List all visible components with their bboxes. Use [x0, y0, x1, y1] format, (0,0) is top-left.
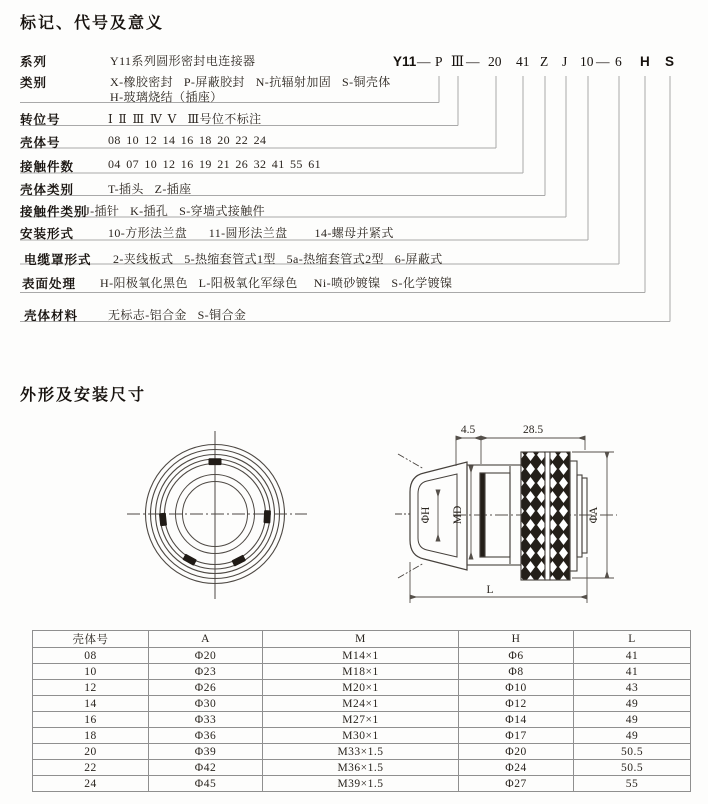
code-segment: 20 — [488, 54, 502, 69]
marking-row-label: 壳体材料 — [24, 309, 79, 323]
table-cell: 49 — [574, 728, 691, 744]
dimension-lines — [410, 436, 614, 603]
table-row — [33, 728, 691, 744]
table-cell: Φ42 — [149, 760, 263, 776]
code-segment: Y11 — [393, 54, 417, 69]
table-row — [33, 760, 691, 776]
spacer-ring — [545, 452, 550, 580]
marking-row-label: 接触件数 — [20, 160, 75, 174]
table-cell: Φ8 — [459, 664, 574, 680]
table-cell: 10 — [33, 664, 149, 680]
table-header-cell: A — [149, 631, 263, 648]
table-cell: Φ33 — [149, 712, 263, 728]
table-cell: 50.5 — [574, 744, 691, 760]
table-row — [33, 648, 691, 664]
table-cell: Φ6 — [459, 648, 574, 664]
table-cell: Φ23 — [149, 664, 263, 680]
dim-label-phi-a: ΦA — [588, 506, 600, 524]
table-cell: M33×1.5 — [263, 744, 459, 760]
marking-row-label: 壳体类别 — [20, 183, 75, 197]
table-cell: M14×1 — [263, 648, 459, 664]
table-cell: M36×1.5 — [263, 760, 459, 776]
marking-row-value: 无标志-铝合金 S-铜合金 — [108, 308, 247, 322]
marking-row-value: T-插头 Z-插座 — [108, 182, 192, 196]
table-cell: M30×1 — [263, 728, 459, 744]
table-cell: Φ27 — [459, 776, 574, 792]
table-cell: M18×1 — [263, 664, 459, 680]
marking-row-value: 2-夹线板式 5-热缩套管式1型 5a-热缩套管式2型 6-屏蔽式 — [113, 252, 443, 266]
code-segment: — — [466, 54, 480, 69]
marking-row-value: H-阳极氧化黑色 L-阳极氧化军绿色 Ni-喷砂镀镍 S-化学镀镍 — [100, 276, 453, 290]
table-cell: M24×1 — [263, 696, 459, 712]
table-cell: 20 — [33, 744, 149, 760]
connector-side-view-drawing — [393, 420, 628, 612]
code-segment: J — [562, 54, 568, 69]
marking-row-value: J-插针 K-插孔 S-穿墙式接触件 — [85, 204, 265, 218]
table-cell: Φ10 — [459, 680, 574, 696]
marking-row-label: 转位号 — [20, 113, 61, 127]
table-cell: Φ24 — [459, 760, 574, 776]
table-row — [33, 680, 691, 696]
marking-row-value-2: H-玻璃烧结（插座） — [110, 90, 223, 104]
table-cell: Φ39 — [149, 744, 263, 760]
code-segment: — — [417, 54, 431, 69]
table-header-cell: M — [263, 631, 459, 648]
connector-front-view-drawing — [123, 423, 313, 607]
table-cell: Φ36 — [149, 728, 263, 744]
marking-leader-lines — [0, 0, 708, 345]
table-cell: 18 — [33, 728, 149, 744]
code-segment: 10 — [580, 54, 594, 69]
table-cell: 14 — [33, 696, 149, 712]
table-cell: M39×1.5 — [263, 776, 459, 792]
table-header-cell: H — [459, 631, 574, 648]
table-cell: M20×1 — [263, 680, 459, 696]
table-cell: 16 — [33, 712, 149, 728]
table-header-row — [33, 631, 691, 648]
dim-label-28-5: 28.5 — [522, 424, 544, 436]
table-cell: 08 — [33, 648, 149, 664]
table-cell: 49 — [574, 712, 691, 728]
marking-row-label: 类别 — [20, 76, 48, 90]
marking-row-label: 壳体号 — [20, 136, 61, 150]
marking-row-value: Ⅰ Ⅱ Ⅲ Ⅳ Ⅴ Ⅲ号位不标注 — [108, 112, 262, 126]
table-cell: 41 — [574, 648, 691, 664]
table-header-cell: 壳体号 — [33, 631, 149, 648]
code-segment: — — [596, 54, 610, 69]
code-segment: 41 — [516, 54, 530, 69]
dimension-table — [32, 630, 691, 792]
marking-row-label: 系列 — [20, 55, 48, 69]
table-header-cell: L — [574, 631, 691, 648]
cable-bend-line-top — [398, 454, 424, 469]
marking-row-value: X-橡胶密封 P-屏蔽胶封 N-抗辐射加固 S-铜壳体 — [110, 75, 391, 89]
cable-bend-line-bottom — [398, 563, 424, 578]
marking-section-title: 标记、代号及意义 — [20, 15, 165, 32]
code-segment: P — [435, 54, 443, 69]
table-cell: Φ12 — [459, 696, 574, 712]
dim-label-md: MD — [452, 505, 464, 525]
marking-row-label: 安装形式 — [20, 227, 75, 241]
table-cell: 22 — [33, 760, 149, 776]
table-cell: Φ45 — [149, 776, 263, 792]
code-segment: H — [640, 54, 650, 69]
dim-label-phi-h: ΦH — [420, 506, 432, 524]
outline-section-title: 外形及安装尺寸 — [20, 387, 147, 404]
table-cell: Φ26 — [149, 680, 263, 696]
table-cell: Φ14 — [459, 712, 574, 728]
code-segment: 6 — [615, 54, 622, 69]
table-cell: 43 — [574, 680, 691, 696]
table-row — [33, 696, 691, 712]
table-row — [33, 744, 691, 760]
table-cell: Φ30 — [149, 696, 263, 712]
table-cell: 41 — [574, 664, 691, 680]
table-cell: 12 — [33, 680, 149, 696]
table-cell: 49 — [574, 696, 691, 712]
table-cell: 24 — [33, 776, 149, 792]
table-cell: M27×1 — [263, 712, 459, 728]
table-row — [33, 664, 691, 680]
table-row — [33, 776, 691, 792]
marking-row-value: 08 10 12 14 16 18 20 22 24 — [108, 133, 267, 147]
table-cell: Φ17 — [459, 728, 574, 744]
table-cell: Φ20 — [459, 744, 574, 760]
dim-label-4-5: 4.5 — [460, 424, 476, 436]
marking-row-label: 电缆罩形式 — [24, 253, 92, 267]
marking-row-value: 10-方形法兰盘 11-圆形法兰盘 14-螺母并紧式 — [108, 226, 394, 240]
code-segment: Ⅲ — [451, 54, 465, 69]
table-cell: 50.5 — [574, 760, 691, 776]
table-cell: Φ20 — [149, 648, 263, 664]
connector-body — [467, 452, 587, 580]
knurled-nut-2 — [550, 452, 570, 580]
marking-row-value: 04 07 10 12 16 19 21 26 32 41 55 61 — [108, 157, 321, 171]
table-cell: 55 — [574, 776, 691, 792]
code-segment: S — [665, 54, 675, 69]
marking-row-value: Y11系列圆形密封电连接器 — [110, 54, 256, 68]
marking-row-label: 接触件类别 — [20, 205, 88, 219]
code-segment: Z — [540, 54, 549, 69]
table-row — [33, 712, 691, 728]
marking-row-label: 表面处理 — [22, 277, 77, 291]
dim-label-l: L — [486, 584, 494, 596]
knurled-nut-1 — [521, 452, 545, 580]
